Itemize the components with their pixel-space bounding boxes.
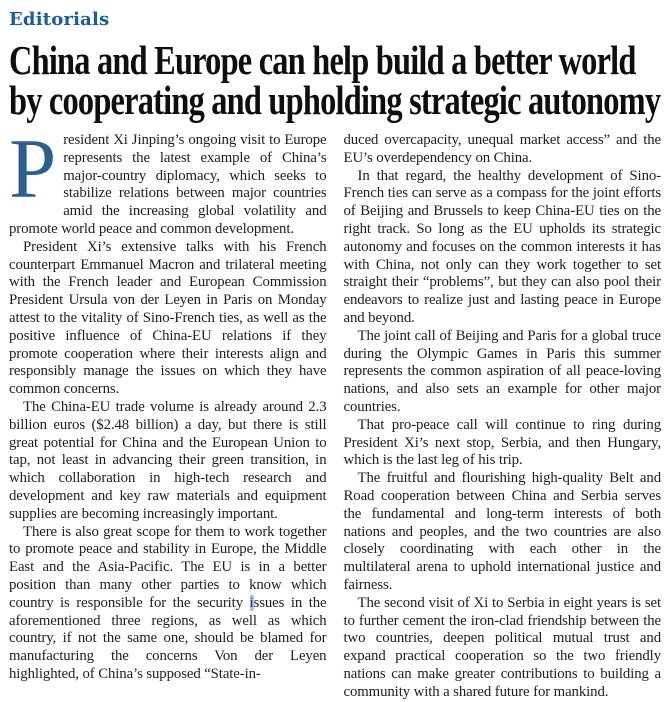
text-run: The China-EU trade volume is already around 2.3 billion euros ($2.48 billion) a day, but there is still great potential for China and the European Union to tap, not least in advancing their green transition, in which collaboration in high-tech research and development and key raw materials and equipment supplies are becoming increasingly important. bbox=[9, 398, 327, 522]
text-run: President Xi’s extensive talks with his French counterpart Emmanuel Macron and trilateral meeting with the French leader and European Commission President Ursula von der Leyen in Paris on Monday attest to the vitality of Sino-French ties, as well as the positive influence of China-EU relations if they promote cooperation where their interests align and responsibly manage the issues on which they have common concerns. bbox=[9, 238, 327, 398]
paragraph bbox=[344, 168, 662, 328]
headline-line-2: by cooperating and upholding strategic autonomy bbox=[9, 77, 661, 123]
paragraph bbox=[344, 595, 662, 702]
text-run: The second visit of Xi to Serbia in eight years is set to further cement the iron-clad friendship between the two countries, deepen political mutual trust and expand practical cooperation so the two friendly nations can make greater contributions to building a community with a shared future for mankind. bbox=[343, 594, 661, 700]
text-run: The fruitful and flourishing high-quality Belt and Road cooperation between China and Serbia serves the fundamental and long-term interests of both nations and peoples, and the two countries are also closely coordinating with each other in the multilateral arena to uphold international justice and fairness. bbox=[343, 470, 661, 593]
text-highlight: i bbox=[249, 594, 254, 611]
text-run: ssues in the aforementioned three regions, as well as which country, if not the same one, should be blamed for manufacturing the concerns Von der Leyen highlighted, of China’s supposed “State-in- bbox=[9, 594, 327, 682]
text-run: resident Xi Jinping’s ongoing visit to Europe represents the latest example of China’s major-country diplomacy, which seeks to stabilize relations between major countries amid the increasing global volatility and promote world peace and common development. bbox=[9, 132, 327, 237]
text-run: That pro-peace call will continue to ring during President Xi’s next stop, Serbia, and then Hungary, which is the last leg of his trip. bbox=[343, 416, 661, 469]
article-column bbox=[344, 132, 662, 702]
section-label: Editorials bbox=[9, 9, 110, 30]
paragraph bbox=[344, 328, 662, 417]
text-run: The joint call of Beijing and Paris for a global truce during the Olympic Games in Paris this summer represents the common aspiration of all peace-loving nations, and also sets an example for other major countries. bbox=[343, 327, 661, 415]
text-run: duced overcapacity, unequal market access” and the EU’s overdependency on China. bbox=[343, 132, 661, 166]
paragraph bbox=[344, 132, 662, 168]
text-run: In that regard, the healthy development of Sino-French ties can serve as a compass for the joint efforts of Beijing and Brussels to keep China-EU ties on the right track. So long as the EU upholds its strategic autonomy and focuses on the common interests it has with China, not only can they work together to set straight their “problems”, but they can also pool their endeavors to realize just and lasting peace in Europe and beyond. bbox=[343, 167, 661, 326]
article-columns bbox=[9, 122, 661, 702]
paragraph bbox=[9, 239, 327, 399]
headline bbox=[9, 37, 661, 123]
paragraph bbox=[344, 417, 662, 470]
headline-line-1: China and Europe can help build a better world bbox=[9, 37, 636, 83]
paragraph bbox=[9, 524, 327, 684]
paragraph bbox=[9, 122, 327, 239]
drop-cap: P bbox=[9, 122, 57, 216]
paragraph bbox=[9, 399, 327, 524]
text-run: There is also great scope for them to work together to promote peace and stability in Europe, the Middle East and the Asia-Pacific. The EU is in a better position than many other parties to know which country is responsible for the security bbox=[9, 523, 327, 611]
paragraph bbox=[344, 470, 662, 595]
article-column bbox=[9, 122, 327, 702]
